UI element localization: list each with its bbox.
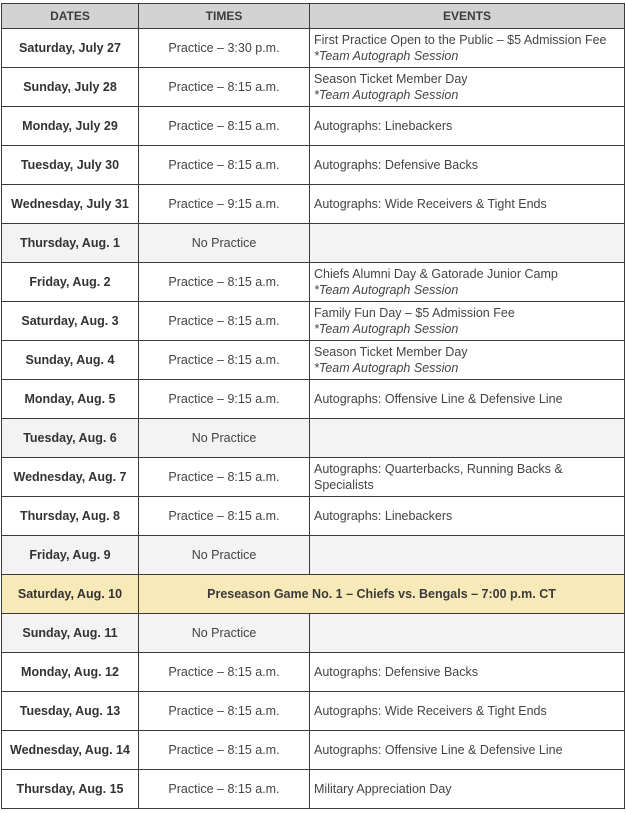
schedule-row-off-day (2, 614, 625, 653)
schedule-row (2, 692, 625, 731)
time-cell: Practice – 3:30 p.m. (139, 29, 310, 68)
schedule-row (2, 263, 625, 302)
time-cell: Practice – 8:15 a.m. (139, 341, 310, 380)
date-cell: Tuesday, Aug. 13 (2, 692, 139, 731)
schedule-row (2, 68, 625, 107)
schedule-row (2, 770, 625, 809)
event-cell: Autographs: Linebackers (310, 497, 625, 536)
schedule-row-off-day (2, 536, 625, 575)
event-cell (310, 341, 625, 380)
schedule-row (2, 341, 625, 380)
event-cell: Autographs: Wide Receivers & Tight Ends (310, 185, 625, 224)
event-cell (310, 302, 625, 341)
schedule-row (2, 302, 625, 341)
schedule-row (2, 107, 625, 146)
event-cell (310, 419, 625, 458)
event-note: *Team Autograph Session (314, 322, 459, 336)
event-cell (310, 29, 625, 68)
schedule-row (2, 497, 625, 536)
header-row (2, 4, 625, 29)
time-cell: Practice – 8:15 a.m. (139, 263, 310, 302)
date-cell: Thursday, Aug. 1 (2, 224, 139, 263)
date-cell: Tuesday, Aug. 6 (2, 419, 139, 458)
times-header: TIMES (139, 4, 310, 29)
preseason-game-cell: Preseason Game No. 1 – Chiefs vs. Bengals – 7:00 p.m. CT (139, 575, 625, 614)
event-cell: Autographs: Wide Receivers & Tight Ends (310, 692, 625, 731)
date-cell: Friday, Aug. 2 (2, 263, 139, 302)
time-cell: Practice – 8:15 a.m. (139, 107, 310, 146)
date-cell: Saturday, July 27 (2, 29, 139, 68)
date-cell: Thursday, Aug. 15 (2, 770, 139, 809)
event-cell: Autographs: Defensive Backs (310, 146, 625, 185)
event-text: First Practice Open to the Public – $5 Admission Fee (314, 33, 607, 47)
time-cell: Practice – 8:15 a.m. (139, 653, 310, 692)
event-note: *Team Autograph Session (314, 283, 459, 297)
date-cell: Sunday, Aug. 4 (2, 341, 139, 380)
time-cell: Practice – 8:15 a.m. (139, 302, 310, 341)
time-cell: Practice – 8:15 a.m. (139, 68, 310, 107)
date-cell: Monday, Aug. 5 (2, 380, 139, 419)
date-cell: Sunday, Aug. 11 (2, 614, 139, 653)
event-text: Family Fun Day – $5 Admission Fee (314, 306, 515, 320)
event-cell: Autographs: Offensive Line & Defensive Line (310, 731, 625, 770)
time-cell: Practice – 8:15 a.m. (139, 770, 310, 809)
schedule-row (2, 380, 625, 419)
date-cell: Wednesday, Aug. 14 (2, 731, 139, 770)
time-cell: No Practice (139, 224, 310, 263)
schedule-row (2, 29, 625, 68)
schedule-row (2, 185, 625, 224)
date-cell: Saturday, Aug. 10 (2, 575, 139, 614)
schedule-row-off-day (2, 224, 625, 263)
event-cell (310, 263, 625, 302)
time-cell: Practice – 8:15 a.m. (139, 731, 310, 770)
date-cell: Thursday, Aug. 8 (2, 497, 139, 536)
time-cell: Practice – 8:15 a.m. (139, 692, 310, 731)
event-cell: Autographs: Linebackers (310, 107, 625, 146)
event-cell (310, 68, 625, 107)
schedule-table (1, 3, 625, 809)
event-cell: Autographs: Defensive Backs (310, 653, 625, 692)
time-cell: No Practice (139, 419, 310, 458)
date-cell: Sunday, July 28 (2, 68, 139, 107)
event-note: *Team Autograph Session (314, 361, 459, 375)
time-cell: No Practice (139, 614, 310, 653)
schedule-row (2, 731, 625, 770)
time-cell: Practice – 8:15 a.m. (139, 146, 310, 185)
event-text: Season Ticket Member Day (314, 72, 468, 86)
schedule-row-game-day (2, 575, 625, 614)
event-cell: Military Appreciation Day (310, 770, 625, 809)
date-cell: Saturday, Aug. 3 (2, 302, 139, 341)
event-cell (310, 224, 625, 263)
schedule-row (2, 458, 625, 497)
date-cell: Wednesday, Aug. 7 (2, 458, 139, 497)
date-cell: Tuesday, July 30 (2, 146, 139, 185)
time-cell: Practice – 9:15 a.m. (139, 380, 310, 419)
event-cell (310, 614, 625, 653)
event-note: *Team Autograph Session (314, 88, 459, 102)
time-cell: Practice – 8:15 a.m. (139, 497, 310, 536)
dates-header: DATES (2, 4, 139, 29)
event-cell (310, 536, 625, 575)
events-header: EVENTS (310, 4, 625, 29)
schedule-row (2, 653, 625, 692)
time-cell: Practice – 9:15 a.m. (139, 185, 310, 224)
date-cell: Monday, Aug. 12 (2, 653, 139, 692)
date-cell: Wednesday, July 31 (2, 185, 139, 224)
time-cell: No Practice (139, 536, 310, 575)
event-text: Chiefs Alumni Day & Gatorade Junior Camp (314, 267, 558, 281)
date-cell: Friday, Aug. 9 (2, 536, 139, 575)
event-note: *Team Autograph Session (314, 49, 459, 63)
event-cell: Autographs: Offensive Line & Defensive Line (310, 380, 625, 419)
date-cell: Monday, July 29 (2, 107, 139, 146)
time-cell: Practice – 8:15 a.m. (139, 458, 310, 497)
schedule-row-off-day (2, 419, 625, 458)
event-cell: Autographs: Quarterbacks, Running Backs & Specialists (310, 458, 625, 497)
event-text: Season Ticket Member Day (314, 345, 468, 359)
schedule-row (2, 146, 625, 185)
